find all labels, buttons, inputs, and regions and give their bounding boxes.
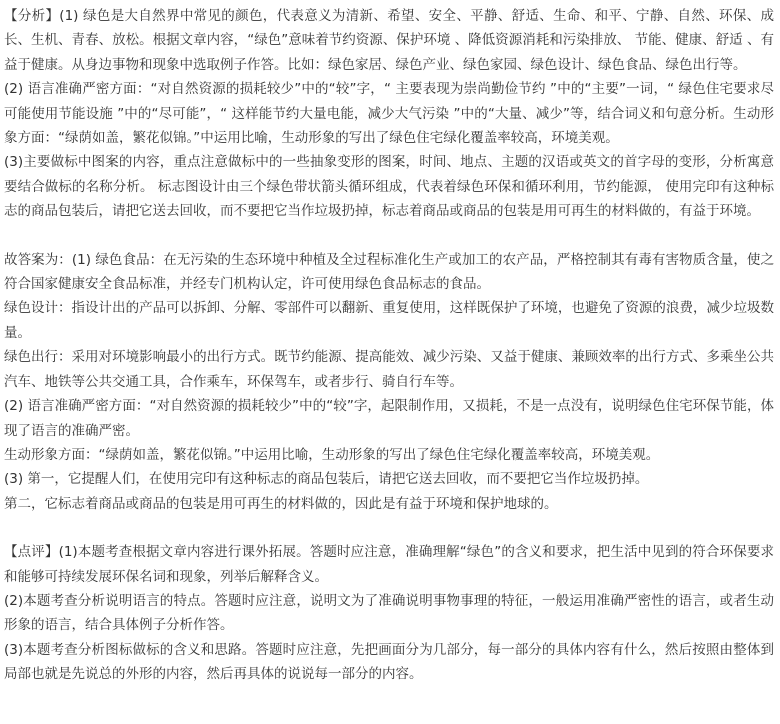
answer-paragraph-2: 绿色设计：指设计出的产品可以拆卸、分解、零部件可以翻新、重复使用，这样既保护了环境，也避免了资源的浪费，减少垃圾数量。 xyxy=(4,300,774,341)
comment-paragraph-3: (3)本题考查分析图标做标的含义和思路。答题时应注意，先把画面分为几部分，每一部分的具体内容有什么，然后按照由整体到局部也就是先说总的外形的内容，然后再具体的说说每一部分的内容。 xyxy=(4,641,774,683)
analysis-paragraph-1: 【分析】(1) 绿色是大自然界中常见的颜色，代表意义为清新、希望、安全、平静、舒适、生命、和平、宁静、自然、环保、成长、生机、青春、放松。根据文章内容，“绿色”意味着节约资源、保护环境 、降低资源消耗和污染排放、 节能、健康、舒适 、有益于健康。从身边事物和现象中选取例子作答。比如：绿色家居、绿色产业、绿色家园、绿色设计、绿色食品、绿色出行等。 xyxy=(4,8,774,73)
section-spacer xyxy=(4,224,774,248)
answer-paragraph-6: (3) 第一，它提醒人们，在使用完印有这种标志的商品包装后，请把它送去回收，而不要把它当作垃圾扔掉。 xyxy=(4,471,649,488)
analysis-paragraph-2: (2) 语言准确严密方面：“对自然资源的损耗较少”中的“较”字，“ 主要表现为崇尚勤俭节约 ”中的“主要”一词，“ 绿色住宅要求尽可能使用节能设施 ”中的“尽可能”，“ 这样能节约大量电能，减少大气污染 ”中的“大量、减少”等，结合词义和句意分析。生动形象方面：“绿荫如盖，繁花似锦。”中运用比喻，生动形象的写出了绿色住宅绿化覆盖率较高，环境美观。 xyxy=(4,81,774,147)
answer-paragraph-5: 生动形象方面：“绿荫如盖，繁花似锦。”中运用比喻，生动形象的写出了绿色住宅绿化覆盖率较高，环境美观。 xyxy=(4,446,660,463)
comment-paragraph-2: (2)本题考查分析说明语言的特点。答题时应注意，说明文为了准确说明事物事理的特征，一般运用准确严密性的语言，或者生动形象的语言，结合具体例子分析作答。 xyxy=(4,592,774,634)
section-spacer xyxy=(4,516,774,540)
analysis-paragraph-3: (3)主要做标中图案的内容，重点注意做标中的一些抽象变形的图案，时间、地点、主题的汉语或英文的首字母的变形，分析寓意要结合做标的名称分析。 标志图设计由三个绿色带状箭头循环组成，代表着绿色环保和循环利用，节约能源， 使用完印有这种标志的商品包装后，请把它送去回收，而不要把它当作垃圾扔掉，标志着商品或商品的包装是用可再生的材料做的，有益于环境。 xyxy=(4,154,774,220)
answer-section xyxy=(4,248,774,516)
answer-paragraph-3: 绿色出行：采用对环境影响最小的出行方式。既节约能源、提高能效、减少污染、又益于健康、兼顾效率的出行方式、多乘坐公共汽车、地铁等公共交通工具，合作乘车，环保驾车，或者步行、骑自行车等。 xyxy=(4,349,774,390)
answer-paragraph-1: 故答案为：(1) 绿色食品：在无污染的生态环境中种植及全过程标准化生产或加工的农产品，严格控制其有毒有害物质含量，使之符合国家健康安全食品标准，并经专门机构认定，许可使用绿色食品标志的食品。 xyxy=(4,251,774,293)
answer-paragraph-7: 第二，它标志着商品或商品的包装是用可再生的材料做的，因此是有益于环境和保护地球的。 xyxy=(4,495,558,512)
answer-paragraph-4: (2) 语言准确严密方面：“对自然资源的损耗较少”中的“较”字，起限制作用，又损耗，不是一点没有，说明绿色住宅环保节能，体现了语言的准确严密。 xyxy=(4,398,774,439)
comment-section xyxy=(4,540,774,686)
comment-paragraph-1: 【点评】(1)本题考查根据文章内容进行课外拓展。答题时应注意，准确理解“绿色”的含义和要求，把生活中见到的符合环保要求和能够可持续发展环保名词和现象，列举后解释含义。 xyxy=(4,544,774,585)
analysis-section xyxy=(4,4,774,224)
